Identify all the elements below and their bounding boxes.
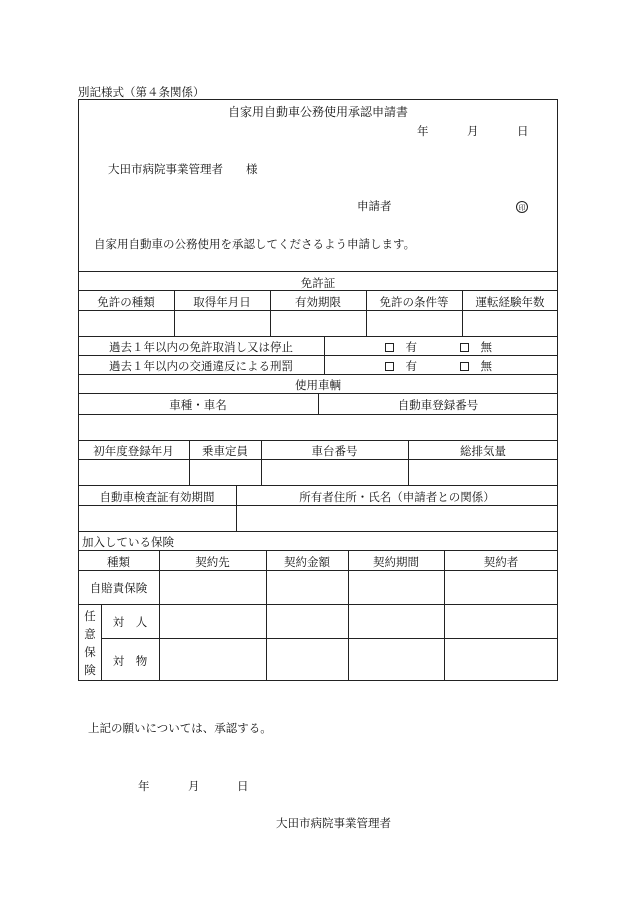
- license-header-acquired: 取得年月日: [193, 295, 251, 309]
- rule: [78, 355, 558, 356]
- license-header-expiry: 有効期限: [295, 295, 341, 309]
- license-header-conditions: 免許の条件等: [379, 295, 449, 309]
- addressee: 大田市病院事業管理者 様: [108, 162, 258, 176]
- insurance-header-insurer: 契約先: [195, 555, 230, 569]
- rule: [101, 638, 558, 639]
- vehicle-header-first-registration: 初年度登録年月: [93, 444, 174, 458]
- voluntary-char: 任: [84, 609, 96, 623]
- rule: [78, 414, 558, 415]
- license-section-title: 免許証: [300, 276, 336, 290]
- request-statement: 自家用自動車の公務使用を承認してくださるよう申請します。: [94, 237, 416, 251]
- insurance-voluntary-label: [83, 607, 97, 679]
- rule: [78, 570, 558, 571]
- vehicle-header-chassis: 車台番号: [311, 444, 358, 458]
- voluntary-char: 険: [84, 663, 96, 677]
- license-header-experience: 運転経験年数: [475, 295, 545, 309]
- date-day-label: 日: [517, 124, 529, 138]
- rule: [78, 336, 558, 337]
- history-suspension-yes[interactable]: [385, 339, 417, 355]
- history-penalty-yes[interactable]: [385, 358, 417, 374]
- checkbox-icon: [460, 343, 469, 352]
- insurance-header-type: 種類: [107, 555, 130, 569]
- seal-mark: 印: [516, 201, 528, 213]
- no-label: 無: [480, 340, 492, 354]
- approval-day-label: 日: [237, 779, 249, 793]
- rule: [78, 271, 558, 272]
- rule: [78, 310, 558, 311]
- yes-label: 有: [405, 340, 417, 354]
- voluntary-char: 保: [84, 645, 96, 659]
- insurance-header-holder: 契約者: [483, 555, 519, 569]
- vehicle-header-displacement: 総排気量: [460, 444, 506, 458]
- insurance-section-title: 加入している保険: [82, 535, 174, 549]
- rule: [78, 505, 558, 506]
- approval-year-label: 年: [138, 779, 150, 793]
- history-penalty-label: 過去１年以内の交通違反による刑罰: [109, 359, 293, 373]
- history-suspension-no[interactable]: [460, 339, 492, 355]
- rule: [324, 336, 325, 374]
- approval-month-label: 月: [188, 779, 200, 793]
- vehicle-header-capacity: 乗車定員: [202, 444, 248, 458]
- checkbox-icon: [385, 343, 394, 352]
- rule: [78, 374, 558, 375]
- date-year-label: 年: [417, 124, 429, 138]
- vehicle-header-model: 車種・車名: [169, 398, 227, 412]
- insurance-property-label: 対 物: [112, 654, 148, 668]
- insurance-person-label: 対 人: [112, 615, 148, 629]
- no-label: 無: [480, 359, 492, 373]
- checkbox-icon: [385, 362, 394, 371]
- date-month-label: 月: [467, 124, 479, 138]
- approver-name: 大田市病院事業管理者: [276, 816, 391, 830]
- vehicle-header-owner: 所有者住所・氏名（申請者との関係）: [299, 490, 495, 504]
- rule: [78, 531, 558, 532]
- insurance-header-period: 契約期間: [373, 555, 419, 569]
- seal-icon: [516, 199, 528, 213]
- insurance-compulsory-label: 自賠責保険: [89, 581, 148, 595]
- voluntary-char: 意: [84, 627, 96, 641]
- yes-label: 有: [405, 359, 417, 373]
- rule: [78, 485, 558, 486]
- history-suspension-label: 過去１年以内の免許取消し又は停止: [109, 340, 293, 354]
- vehicle-header-inspection: 自動車検査証有効期間: [99, 490, 215, 504]
- vehicle-section-title: 使用車輌: [295, 378, 341, 392]
- license-header-type: 免許の種類: [97, 295, 155, 309]
- applicant-label: 申請者: [357, 199, 392, 213]
- rule: [78, 440, 558, 441]
- rule: [78, 459, 558, 460]
- form-title: 自家用自動車公務使用承認申請書: [227, 105, 408, 119]
- history-penalty-no[interactable]: [460, 358, 492, 374]
- insurance-header-amount: 契約金額: [284, 555, 330, 569]
- approval-statement: 上記の願いについては、承認する。: [88, 721, 272, 735]
- checkbox-icon: [460, 362, 469, 371]
- vehicle-header-registration: 自動車登録番号: [397, 398, 479, 412]
- rule: [78, 550, 558, 551]
- rule: [78, 604, 558, 605]
- form-reference: 別記様式（第４条関係）: [78, 85, 205, 99]
